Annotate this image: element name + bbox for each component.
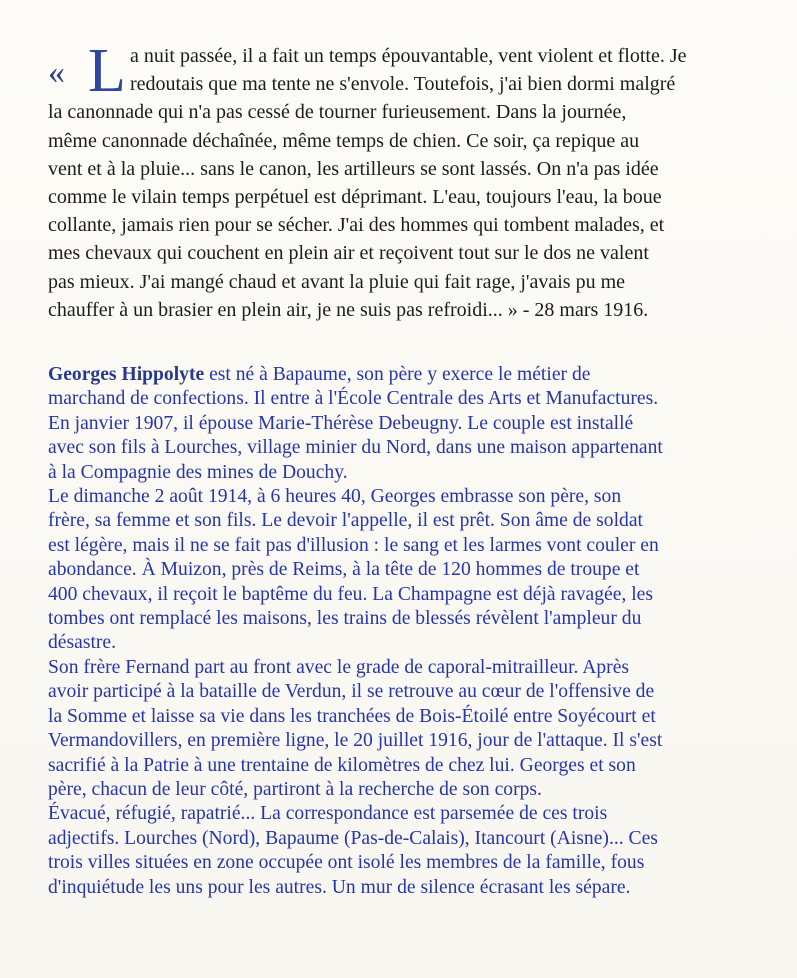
- quote-line-date: chauffer à un brasier en plein air, je ne suis pas refroidi... » - 28 mars 1916.: [48, 298, 649, 321]
- drop-cap-letter: L: [88, 37, 126, 105]
- bio-line: trois villes situées en zone occupée ont isolé les membres de la famille, fous: [48, 852, 645, 874]
- bio-line: la Somme et laisse sa vie dans les tranchées de Bois-Étoilé entre Soyécourt et: [48, 705, 656, 727]
- bio-line: marchand de confections. Il entre à l'École Centrale des Arts et Manufactures.: [48, 388, 659, 410]
- quote-line: vent et à la pluie... sans le canon, les artilleurs se sont lassés. On n'a pas idée: [48, 157, 659, 180]
- bio-line: père, chacun de leur côté, partiront à la recherche de son corps.: [48, 778, 542, 800]
- quote-line: pas mieux. J'ai mangé chaud et avant la pluie qui fait rage, j'avais pu me: [48, 270, 626, 293]
- bio-line: à la Compagnie des mines de Douchy.: [48, 461, 348, 483]
- quote-line: redoutais que ma tente ne s'envole. Toutefois, j'ai bien dormi malgré: [130, 73, 676, 96]
- bio-line: désastre.: [48, 632, 117, 654]
- bio-line: Évacué, réfugié, rapatrié... La correspondance est parsemée de ces trois: [48, 803, 608, 825]
- bio-line: abondance. À Muizon, près de Reims, à la tête de 120 hommes de troupe et: [48, 559, 640, 581]
- quote-line: collante, jamais rien pour se sécher. J'ai des hommes qui tombent malades, et: [48, 214, 665, 237]
- bio-line: Son frère Fernand part au front avec le grade de caporal-mitrailleur. Après: [48, 656, 630, 678]
- bio-line-first-rest: est né à Bapaume, son père y exerce le métier de: [204, 364, 591, 385]
- bio-line: Le dimanche 2 août 1914, à 6 heures 40, Georges embrasse son père, son: [48, 486, 622, 508]
- bio-line: est légère, mais il ne se fait pas d'illusion : le sang et les larmes vont couler en: [48, 534, 659, 556]
- quote-line: a nuit passée, il a fait un temps épouvantable, vent violent et flotte. Je: [130, 45, 687, 67]
- quote-line: la canonnade qui n'a pas cessé de tourner furieusement. Dans la journée,: [48, 101, 627, 124]
- person-name: Georges Hippolyte: [48, 364, 205, 385]
- opening-quote-mark: «: [48, 54, 63, 91]
- bio-line: adjectifs. Lourches (Nord), Bapaume (Pas-de-Calais), Itancourt (Aisne)... Ces: [48, 827, 658, 849]
- quote-block: [48, 37, 748, 324]
- bio-line: avec son fils à Lourches, village minier du Nord, dans une maison appartenant: [48, 437, 663, 459]
- quote-line: mes chevaux qui couchent en plein air et reçoivent tout sur le dos ne valent: [48, 242, 649, 265]
- bio-line: tombes ont remplacé les maisons, les trains de blessés révèlent l'ampleur du: [48, 608, 642, 630]
- biography-block: [48, 363, 748, 900]
- bio-line: frère, sa femme et son fils. Le devoir l'appelle, il est prêt. Son âme de soldat: [48, 510, 643, 532]
- bio-line: Vermandovillers, en première ligne, le 20 juillet 1916, jour de l'attaque. Il s'est: [48, 730, 663, 752]
- quote-line: comme le vilain temps perpétuel est déprimant. L'eau, toujours l'eau, la boue: [48, 186, 662, 209]
- bio-line: sacrifié à la Patrie à une trentaine de kilomètres de chez lui. Georges et son: [48, 754, 636, 776]
- bio-line: avoir participé à la bataille de Verdun, il se retrouve au cœur de l'offensive de: [48, 681, 655, 703]
- bio-line-first: [48, 363, 748, 387]
- bio-line: 400 chevaux, il reçoit le baptême du feu. La Champagne est déjà ravagée, les: [48, 583, 653, 605]
- bio-line: d'inquiétude les uns pour les autres. Un mur de silence écrasant les sépare.: [48, 876, 631, 898]
- bio-line: En janvier 1907, il épouse Marie-Thérèse Debeugny. Le couple est installé: [48, 412, 634, 434]
- quote-line: même canonnade déchaînée, même temps de chien. Ce soir, ça repique au: [48, 129, 640, 152]
